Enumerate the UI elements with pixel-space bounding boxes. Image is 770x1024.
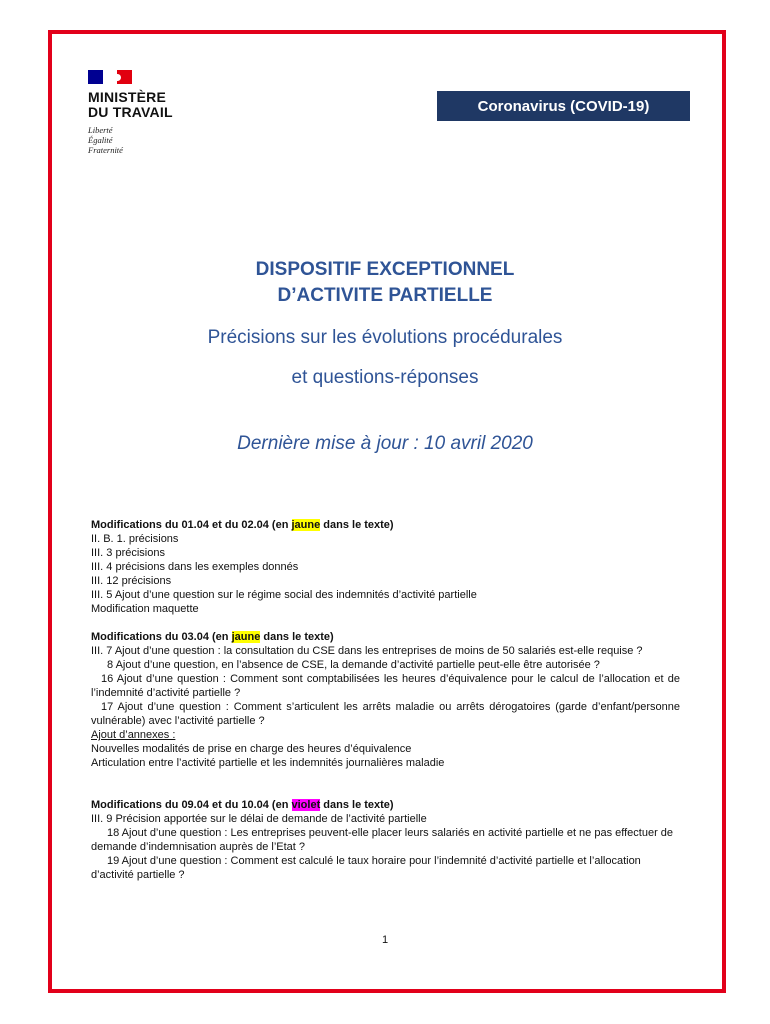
- last-update: Dernière mise à jour : 10 avril 2020: [237, 433, 533, 454]
- ministry-name-line2: DU TRAVAIL: [88, 104, 173, 120]
- list-item: III. 5 Ajout d’une question sur le régime social des indemnités d’activité partielle: [91, 589, 477, 601]
- modifications-list: [91, 518, 680, 882]
- document-subtitle: Précisions sur les évolutions procédurales et questions-réponses: [207, 327, 563, 388]
- section-heading: Modifications du 03.04 (en jaune dans le texte): [91, 631, 334, 643]
- list-item: 19 Ajout d’une question : Comment est calculé le taux horaire pour l’indemnité d’activité partielle et l’allocation d’activité partielle ?: [91, 855, 641, 881]
- french-flag-icon: [88, 70, 132, 84]
- list-item: 18 Ajout d’une question : Les entreprises peuvent-elle placer leurs salariés en activité partielle et ne pas effectuer de demande d’indemnisation auprès de l’Etat ?: [91, 827, 674, 853]
- list-item: III. 7 Ajout d’une question : la consultation du CSE dans les entreprises de moins de 50 salariés est-elle requise ?: [91, 645, 643, 657]
- modification-section: [91, 798, 680, 882]
- list-item: 8 Ajout d’une question, en l’absence de CSE, la demande d’activité partielle peut-elle être autorisée ?: [107, 659, 600, 671]
- modification-section: [91, 630, 680, 770]
- list-item: III. 12 précisions: [91, 575, 172, 587]
- list-item: III. 3 précisions: [91, 547, 165, 559]
- list-item: Articulation entre l’activité partielle et les indemnités journalières maladie: [91, 757, 445, 769]
- list-item: 16 Ajout d’une question : Comment sont comptabilisées les heures d’équivalence pour le calcul de l’allocation et de l’indemnité d’activité partielle ?: [91, 673, 680, 699]
- list-item: III. 4 précisions dans les exemples donnés: [91, 561, 299, 573]
- modification-section: [91, 518, 680, 616]
- list-item: Nouvelles modalités de prise en charge des heures d’équivalence: [91, 743, 412, 755]
- list-item: II. B. 1. précisions: [91, 533, 179, 545]
- covid-badge: Coronavirus (COVID-19): [437, 91, 690, 121]
- section-heading: Modifications du 09.04 et du 10.04 (en violet dans le texte): [91, 799, 394, 811]
- annex-heading: Ajout d’annexes :: [91, 729, 176, 741]
- republic-motto: Liberté Égalité Fraternité: [88, 125, 123, 155]
- list-item: Modification maquette: [91, 603, 199, 615]
- ministry-name-line1: MINISTÈRE: [88, 89, 167, 105]
- section-heading: Modifications du 01.04 et du 02.04 (en jaune dans le texte): [91, 519, 394, 531]
- page-number: 1: [381, 934, 389, 946]
- document-title: DISPOSITIF EXCEPTIONNEL D’ACTIVITE PARTIELLE: [255, 259, 515, 306]
- list-item: III. 9 Précision apportée sur le délai de demande de l’activité partielle: [91, 813, 427, 825]
- ministry-logo: [88, 70, 208, 155]
- list-item: 17 Ajout d’une question : Comment s’articulent les arrêts maladie ou arrêts dérogatoires (garde d’enfant/personne vulnérable) avec l’activité partielle ?: [91, 701, 680, 727]
